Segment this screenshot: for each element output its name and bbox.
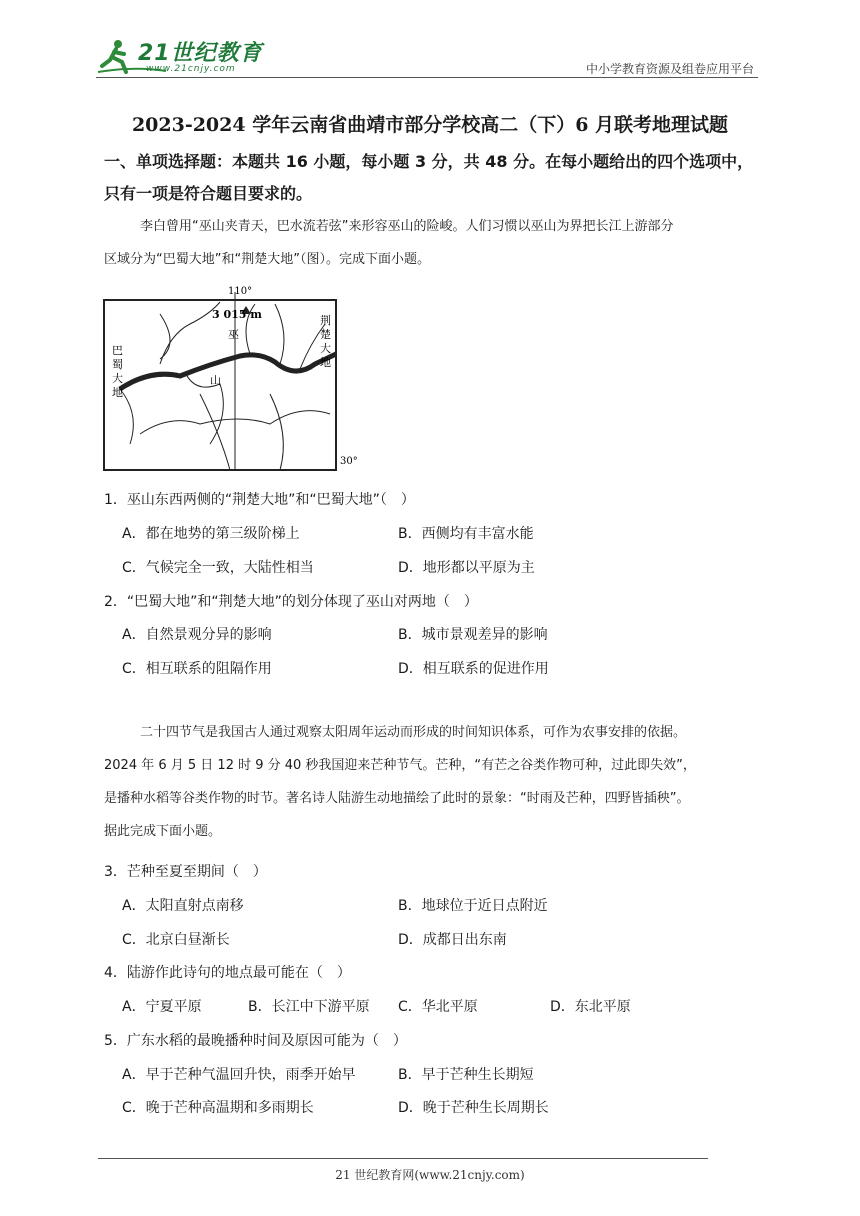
passage-2-line-1: 二十四节气是我国古人通过观察太阳周年运动而形成的时间知识体系，可作为农事安排的依据。 — [140, 725, 687, 740]
platform-name: 中小学教育资源及组卷应用平台 — [585, 62, 754, 76]
logo-url: www.21cnjy.com — [146, 64, 236, 74]
q1-option-d: D．地形都以平原为主 — [398, 560, 535, 576]
q1-option-c: C．气候完全一致，大陆性相当 — [122, 560, 314, 576]
jingchu-char-1: 荆 — [320, 314, 331, 327]
question-5: 5．广东水稻的最晚播种时间及原因可能为（ ） — [104, 1033, 407, 1049]
question-3: 3．芒种至夏至期间（ ） — [104, 864, 267, 880]
passage-2-line-3: 是播种水稻等谷类作物的时节。著名诗人陆游生动地描绘了此时的景象：“时雨及芒种，四野皆插秧”。 — [104, 791, 690, 806]
wu-label: 巫 — [228, 328, 239, 341]
q5-option-b: B．早于芒种生长期短 — [398, 1067, 534, 1083]
section-heading: 一、单项选择题：本题共 16 小题，每小题 3 分，共 48 分。在每小题给出的四个选项中，只有一项是符合题目要求的。 — [104, 152, 754, 203]
q4-option-d: D．东北平原 — [550, 999, 631, 1015]
shan-label: 山 — [210, 374, 221, 387]
question-1: 1．巫山东西两侧的“荆楚大地”和“巴蜀大地”（ ） — [104, 492, 415, 508]
q3-option-d: D．成都日出东南 — [398, 932, 507, 948]
passage-1 — [104, 210, 764, 276]
header-divider — [96, 77, 758, 78]
q2-option-d: D．相互联系的促进作用 — [398, 661, 549, 677]
q2-option-c: C．相互联系的阻隔作用 — [122, 661, 272, 677]
question-2: 2．“巴蜀大地”和“荆楚大地”的划分体现了巫山对两地（ ） — [104, 594, 478, 610]
passage-2-line-2: 2024 年 6 月 5 日 12 时 9 分 40 秒我国迎来芒种节气。芒种，“有芒之谷类作物可种，过此即失效”， — [104, 758, 696, 773]
peak-label: 3 015 m — [212, 308, 262, 321]
question-4: 4．陆游作此诗句的地点最可能在（ ） — [104, 965, 351, 981]
bashu-char-4: 地 — [112, 386, 123, 399]
bashu-char-2: 蜀 — [112, 358, 123, 371]
lat-label: 30° — [340, 456, 358, 467]
q3-option-a: A．太阳直射点南移 — [122, 898, 244, 914]
q5-option-a: A．早于芒种气温回升快，雨季开始早 — [122, 1067, 356, 1083]
q3-option-c: C．北京白昼渐长 — [122, 932, 230, 948]
passage-1-line-1: 李白曾用“巫山夹青天，巴水流若弦”来形容巫山的险峻。人们习惯以巫山为界把长江上游部分 — [140, 219, 674, 234]
lon-label: 110° — [228, 286, 253, 297]
q2-option-b: B．城市景观差异的影响 — [398, 627, 548, 643]
footer-text: 21 世纪教育网(www.21cnjy.com) — [335, 1168, 525, 1182]
q2-option-a: A．自然景观分异的影响 — [122, 627, 272, 643]
jingchu-char-3: 大 — [320, 342, 331, 355]
passage-2-line-4: 据此完成下面小题。 — [104, 824, 222, 839]
jingchu-char-4: 地 — [320, 356, 331, 369]
q4-option-a: A．宁夏平原 — [122, 999, 202, 1015]
logo-text: 21世纪教育 — [138, 41, 263, 66]
wushan-map — [100, 284, 370, 474]
q1-option-a: A．都在地势的第三级阶梯上 — [122, 526, 300, 542]
passage-2 — [104, 716, 764, 848]
bashu-char-1: 巴 — [112, 344, 123, 357]
q3-option-b: B．地球位于近日点附近 — [398, 898, 548, 914]
passage-1-line-2: 区域分为“巴蜀大地”和“荆楚大地”（图）。完成下面小题。 — [104, 252, 430, 267]
q5-option-d: D．晚于芒种生长周期长 — [398, 1100, 549, 1116]
q5-option-c: C．晚于芒种高温期和多雨期长 — [122, 1100, 314, 1116]
q4-option-b: B．长江中下游平原 — [248, 999, 370, 1015]
page-title: 2023-2024 学年云南省曲靖市部分学校高二（下）6 月联考地理试题 — [131, 114, 729, 136]
jingchu-char-2: 楚 — [320, 328, 331, 341]
footer-divider — [98, 1158, 708, 1159]
bashu-char-3: 大 — [112, 372, 123, 385]
q1-option-b: B．西侧均有丰富水能 — [398, 526, 534, 542]
q4-option-c: C．华北平原 — [398, 999, 478, 1015]
